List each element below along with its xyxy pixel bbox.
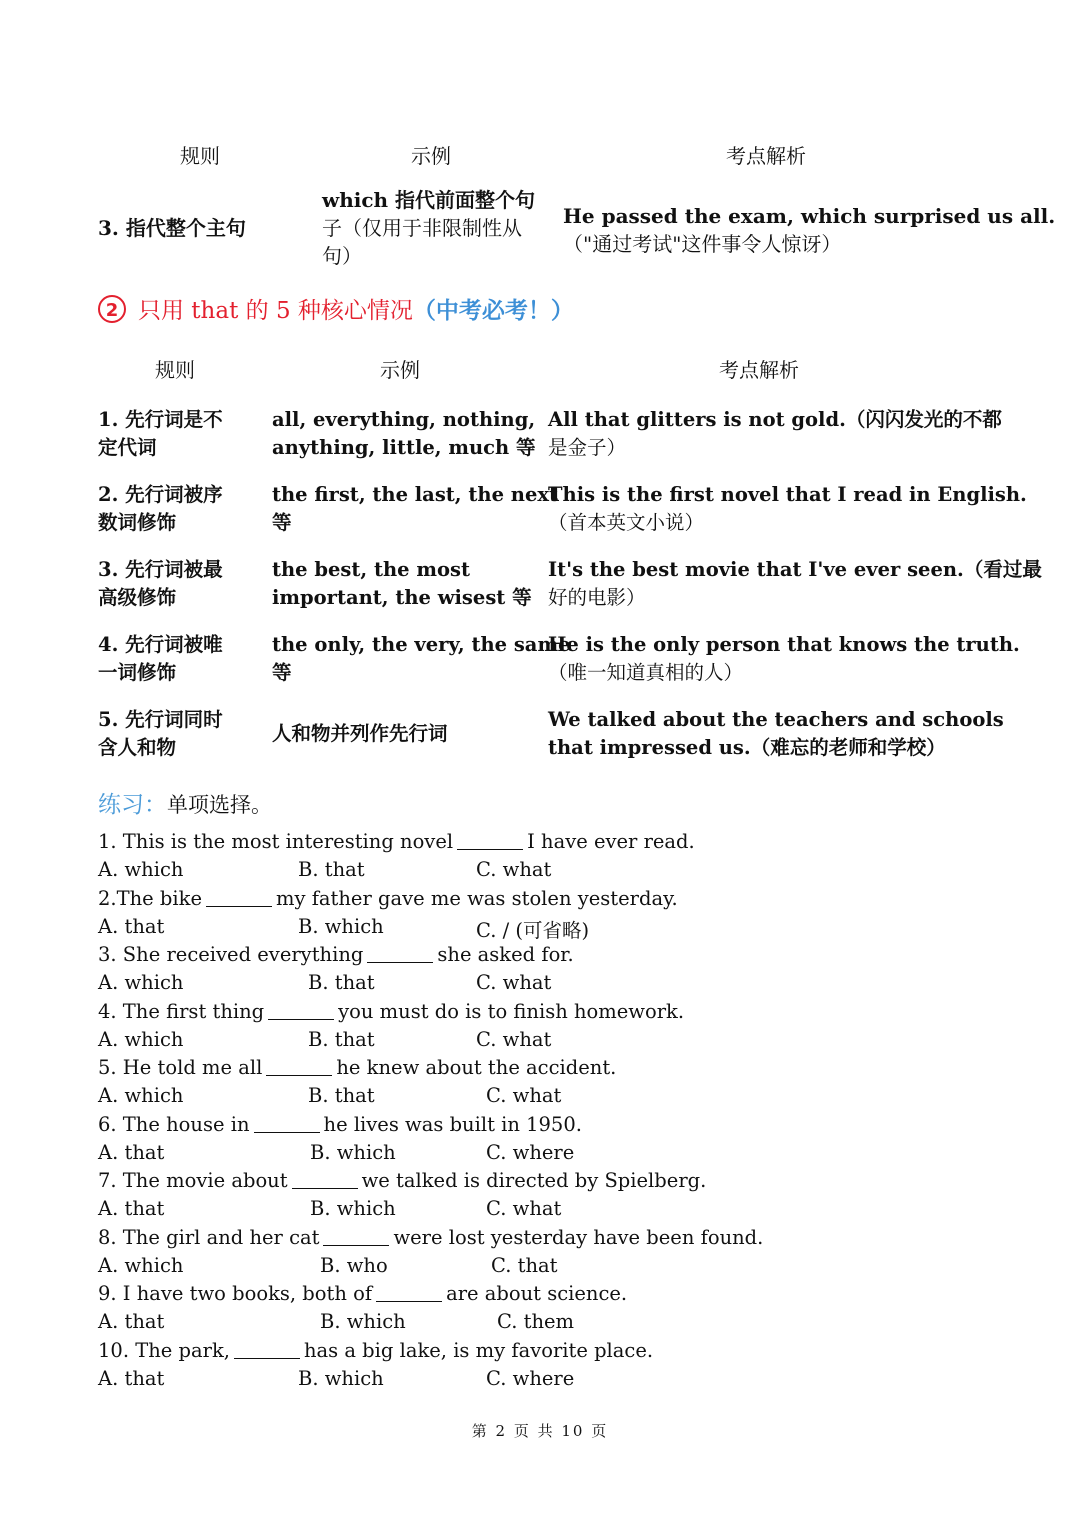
table1-analysis-line: He passed the exam, which surprised us all. — [563, 204, 1056, 228]
question-stem — [98, 1339, 653, 1362]
answer-option: A. which — [98, 858, 184, 881]
answer-blank — [323, 1244, 389, 1246]
answer-option: C. what — [476, 971, 552, 994]
exercise-title — [98, 786, 272, 819]
question-text: 6. The house in — [98, 1112, 250, 1136]
answer-option: C. that — [491, 1253, 558, 1277]
section2-number: 2 — [98, 295, 126, 323]
table1-example-line: 句） — [322, 244, 362, 268]
question-text: has a big lake, is my favorite place. — [303, 1338, 654, 1362]
question-text: are about science. — [446, 1282, 628, 1305]
answer-blank — [266, 1074, 332, 1076]
answer-blank — [367, 961, 433, 963]
question-stem — [98, 1056, 616, 1079]
table2-row: 3. 先行词被最 高级修饰 the best, the most important, the wisest 等 It's the best movie that I've ever seen.（看过最 好的电影） — [98, 558, 1042, 609]
answer-option: A. that — [98, 1366, 165, 1390]
question-text: he knew about the accident. — [336, 1056, 617, 1079]
answer-option: A. which — [98, 1253, 184, 1277]
answer-option: B. which — [310, 1140, 396, 1164]
question-text: 2.The bike — [98, 886, 202, 910]
page-footer: 第 2 页 共 10 页 — [471, 1422, 609, 1440]
answer-blank — [268, 1018, 334, 1020]
section2-heading — [98, 292, 574, 326]
answer-option: B. that — [298, 858, 365, 881]
answer-option: A. which — [98, 971, 184, 994]
answer-option: B. that — [308, 971, 375, 994]
answer-option: C. where — [486, 1140, 575, 1164]
answer-option: C. what — [486, 1197, 562, 1220]
answer-blank — [254, 1131, 320, 1133]
question-text: 8. The girl and her cat — [98, 1225, 320, 1249]
table1-header-rule: 规则 — [180, 144, 220, 168]
question-text: were lost yesterday have been found. — [393, 1225, 764, 1249]
question-text: 9. I have two books, both of — [98, 1282, 373, 1305]
question-text: 10. The park, — [98, 1338, 230, 1362]
answer-option: A. that — [98, 1140, 165, 1164]
answer-option: A. that — [98, 1197, 165, 1220]
question-text: she asked for. — [437, 943, 574, 966]
table2-header-rule: 规则 — [155, 358, 195, 382]
table1-example-line: which 指代前面整个句 — [322, 188, 536, 212]
question-text: 4. The first thing — [98, 999, 265, 1023]
question-stem — [98, 1000, 684, 1023]
answer-option: B. which — [298, 914, 384, 938]
answer-option: A. which — [98, 1027, 184, 1051]
answer-option: C. / (可省略) — [476, 918, 590, 942]
answer-option: A. which — [98, 1084, 184, 1107]
answer-option: A. that — [98, 914, 165, 938]
answer-option: B. that — [308, 1027, 375, 1051]
table1-analysis-line: （"通过考试"这件事令人惊讶） — [563, 232, 842, 256]
answer-blank — [292, 1187, 358, 1189]
answer-option: B. which — [298, 1366, 384, 1390]
table1-example-line: 子（仅用于非限制性从 — [322, 216, 522, 240]
question-text: 1. This is the most interesting novel — [98, 830, 454, 853]
question-text: you must do is to finish homework. — [338, 999, 685, 1023]
answer-option: B. which — [320, 1310, 406, 1333]
question-text: he lives was built in 1950. — [323, 1112, 582, 1136]
question-stem — [98, 887, 678, 910]
table2-header-analysis: 考点解析 — [719, 358, 799, 382]
question-stem — [98, 1169, 706, 1192]
answer-option: B. that — [308, 1084, 375, 1107]
section2-title: 只用 that 的 5 种核心情况 — [138, 298, 413, 324]
question-text: 3. She received everything — [98, 943, 364, 966]
answer-blank — [376, 1300, 442, 1302]
exercise-label: 练习： — [98, 792, 167, 818]
table1-row — [0, 186, 1080, 272]
answer-blank — [206, 905, 272, 907]
answer-option: C. them — [497, 1310, 575, 1333]
table1-header-example: 示例 — [411, 144, 451, 168]
question-stem — [98, 830, 695, 853]
exercise-instruction: 单项选择。 — [167, 793, 272, 817]
question-stem — [98, 1113, 582, 1136]
question-text: 7. The movie about — [98, 1169, 288, 1192]
answer-option: B. which — [310, 1197, 396, 1220]
answer-option: C. what — [486, 1084, 562, 1107]
question-text: 5. He told me all — [98, 1056, 263, 1079]
question-text: we talked is directed by Spielberg. — [361, 1169, 707, 1192]
table2-row: 5. 先行词同时 含人和物 人和物并列作先行词 We talked about the teachers and schools that impressed us.（难忘的老师和学校） — [98, 708, 1004, 759]
question-text: my father gave me was stolen yesterday. — [275, 886, 678, 910]
question-stem — [98, 943, 574, 966]
answer-option: B. who — [320, 1253, 388, 1277]
answer-blank — [234, 1357, 300, 1359]
answer-option: C. what — [476, 858, 552, 881]
table1-rule: 3. 指代整个主句 — [98, 216, 246, 240]
answer-option: C. what — [476, 1027, 552, 1051]
question-stem — [98, 1282, 627, 1305]
section2-tag: （中考必考！） — [412, 297, 574, 324]
table2-row: 4. 先行词被唯 一词修饰 the only, the very, the same 等 He is the only person that knows the truth. （唯一知道真相的人） — [98, 633, 1020, 684]
table2-row: 2. 先行词被序 数词修饰 the first, the last, the next 等 This is the first novel that I read in English. （首本英文小说） — [98, 483, 1027, 534]
question-text: I have ever read. — [527, 830, 695, 853]
answer-blank — [457, 848, 523, 850]
question-stem — [98, 1226, 763, 1249]
table2-row: 1. 先行词是不 定代词 all, everything, nothing, anything, little, much 等 All that glitters is not gold.（闪闪发光的不都 是金子） — [98, 408, 1002, 459]
answer-option: C. where — [486, 1366, 575, 1390]
answer-option: A. that — [98, 1310, 165, 1333]
table1-header-analysis: 考点解析 — [726, 144, 806, 168]
table2-header-example: 示例 — [380, 358, 420, 382]
